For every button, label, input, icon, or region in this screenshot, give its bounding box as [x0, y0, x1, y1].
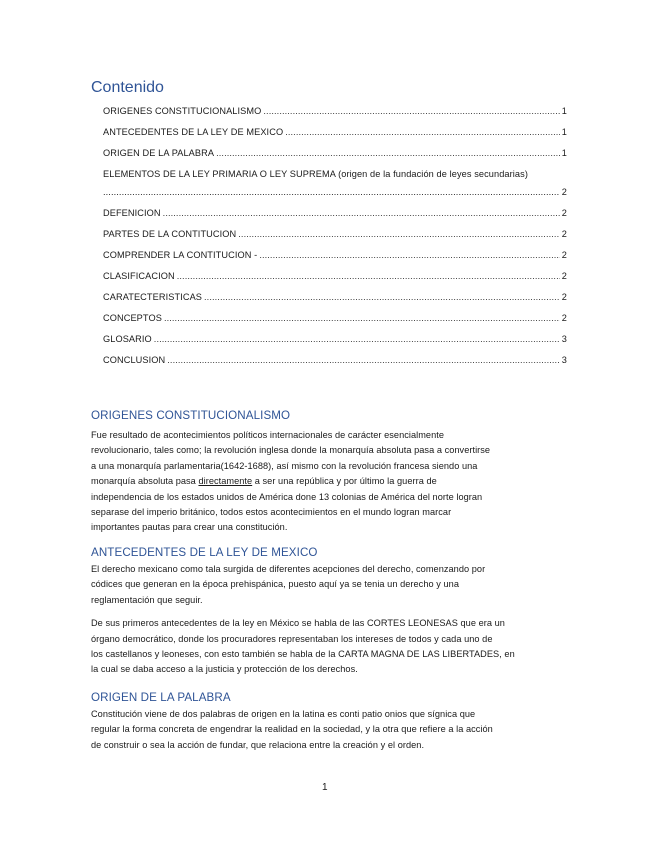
text-line: regular la forma concreta de engendrar la realidad en la sociedad, y la otra que refiere a la acción [91, 724, 493, 735]
text-line: a ser una república y por último la guerra de [252, 476, 437, 487]
toc-leader [263, 106, 559, 117]
toc-entry-page: 2 [561, 187, 567, 197]
section-origen-palabra [91, 690, 561, 753]
text-line: de construir o sea la acción de fundar, que relaciona entre la creación y el orden. [91, 739, 425, 750]
toc-entry[interactable] [103, 324, 567, 345]
toc-entry-title: CARATECTERISTICAS [103, 292, 203, 302]
toc-entry-title: PARTES DE LA CONTITUCION [103, 229, 237, 239]
text-line: Constitución viene de dos palabras de origen en la latina es conti patio onios que sígnica que [91, 709, 476, 719]
underlined-word: directamente [198, 476, 253, 487]
text-line: los castellanos y leoneses, con esto también se habla de la CARTA MAGNA DE LAS LIBERTADES, en [91, 649, 515, 660]
text-line: monarquía absoluta pasa [91, 476, 199, 487]
toc-entry[interactable] [103, 303, 567, 324]
toc-leader [163, 208, 560, 219]
toc-leader [204, 292, 560, 303]
toc-entry-title: GLOSARIO [103, 334, 152, 344]
toc-entry[interactable] [103, 138, 567, 159]
toc-leader [167, 355, 560, 366]
toc-entry-title: CONCEPTOS [103, 313, 162, 323]
text-line: separase del imperio británico, todos estos acontecimientos en el mundo logran marcar [91, 507, 452, 518]
toc-leader [285, 127, 560, 138]
toc-entry[interactable] [103, 261, 567, 282]
toc-entry[interactable] [103, 240, 567, 261]
toc-entry-page: 1 [561, 127, 567, 137]
toc-entry-page: 3 [561, 334, 567, 344]
toc-leader [164, 313, 560, 324]
toc-entry[interactable] [103, 159, 567, 198]
toc-entry-title: DEFENICION [103, 208, 161, 218]
toc-title: Contenido [91, 79, 164, 96]
toc-entry[interactable] [103, 198, 567, 219]
toc-entry-page: 2 [561, 250, 567, 260]
paragraph [91, 616, 561, 678]
toc-entry[interactable] [103, 219, 567, 240]
text-line: órgano democrático, donde los procuradores representaban los intereses de todos y cada uno de [91, 633, 493, 644]
toc-leader [259, 250, 559, 261]
text-line: independencia de los estados unidos de América done 13 colonias de América del norte logran [91, 491, 483, 502]
table-of-contents [103, 96, 567, 366]
text-line: De sus primeros antecedentes de la ley en México se habla de las CORTES LEONESAS que era un [91, 618, 505, 629]
section-heading: ORIGEN DE LA PALABRA [91, 691, 231, 704]
paragraph [91, 562, 561, 608]
toc-entry-page: 3 [561, 355, 567, 365]
text-line: a una monarquía parlamentaria(1642-1688), así mismo con la revolución francesa siendo una [91, 460, 478, 471]
text-line: reglamentación que seguir. [91, 594, 203, 605]
text-line: importantes pautas para crear una constitución. [91, 522, 288, 533]
text-line: El derecho mexicano como tala surgida de diferentes acepciones del derecho, comenzando por [91, 564, 486, 574]
paragraph [91, 428, 561, 536]
text-line: códices que generan en la época prehispánica, puesto aquí ya se tenia un derecho y una [91, 579, 459, 590]
toc-leader [154, 334, 560, 345]
toc-entry-title: ORIGEN DE LA PALABRA [103, 148, 215, 158]
toc-entry-page: 1 [561, 148, 567, 158]
toc-entry-title: ELEMENTOS DE LA LEY PRIMARIA O LEY SUPREMA (origen de la fundación de leyes secundarias) [103, 169, 528, 179]
toc-leader [238, 229, 560, 240]
section-antecedentes [91, 545, 561, 678]
toc-entry-page: 2 [561, 292, 567, 302]
toc-entry[interactable] [103, 282, 567, 303]
section-heading: ANTECEDENTES DE LA LEY DE MEXICO [91, 546, 318, 559]
toc-entry-title: COMPRENDER LA CONTITUCION - [103, 250, 258, 260]
section-origenes [91, 408, 561, 536]
toc-entry-page: 2 [561, 271, 567, 281]
toc-entry-title: ANTECEDENTES DE LA LEY DE MEXICO [103, 127, 284, 137]
text-line: Fue resultado de acontecimientos políticos internacionales de carácter esencialmente [91, 430, 445, 440]
toc-leader [103, 187, 560, 198]
page-number: 1 [322, 782, 328, 793]
toc-entry-title: ORIGENES CONSTITUCIONALISMO [103, 106, 262, 116]
toc-leader [177, 271, 560, 282]
toc-entry[interactable] [103, 345, 567, 366]
text-line: revolucionario, tales como; la revolución inglesa donde la monarquía absoluta pasa a convertirse [91, 445, 491, 456]
paragraph [91, 707, 561, 753]
toc-entry[interactable] [103, 117, 567, 138]
section-heading: ORIGENES CONSTITUCIONALISMO [91, 409, 291, 422]
toc-entry-title: CONCLUSION [103, 355, 166, 365]
toc-entry-page: 1 [561, 106, 567, 116]
toc-entry-title: CLASIFICACION [103, 271, 175, 281]
toc-entry[interactable] [103, 96, 567, 117]
toc-entry-page: 2 [561, 208, 567, 218]
toc-entry-page: 2 [561, 229, 567, 239]
toc-entry-page: 2 [561, 313, 567, 323]
text-line: la cual se daba acceso a la justicia y protección de los derechos. [91, 664, 358, 675]
toc-leader [216, 148, 560, 159]
